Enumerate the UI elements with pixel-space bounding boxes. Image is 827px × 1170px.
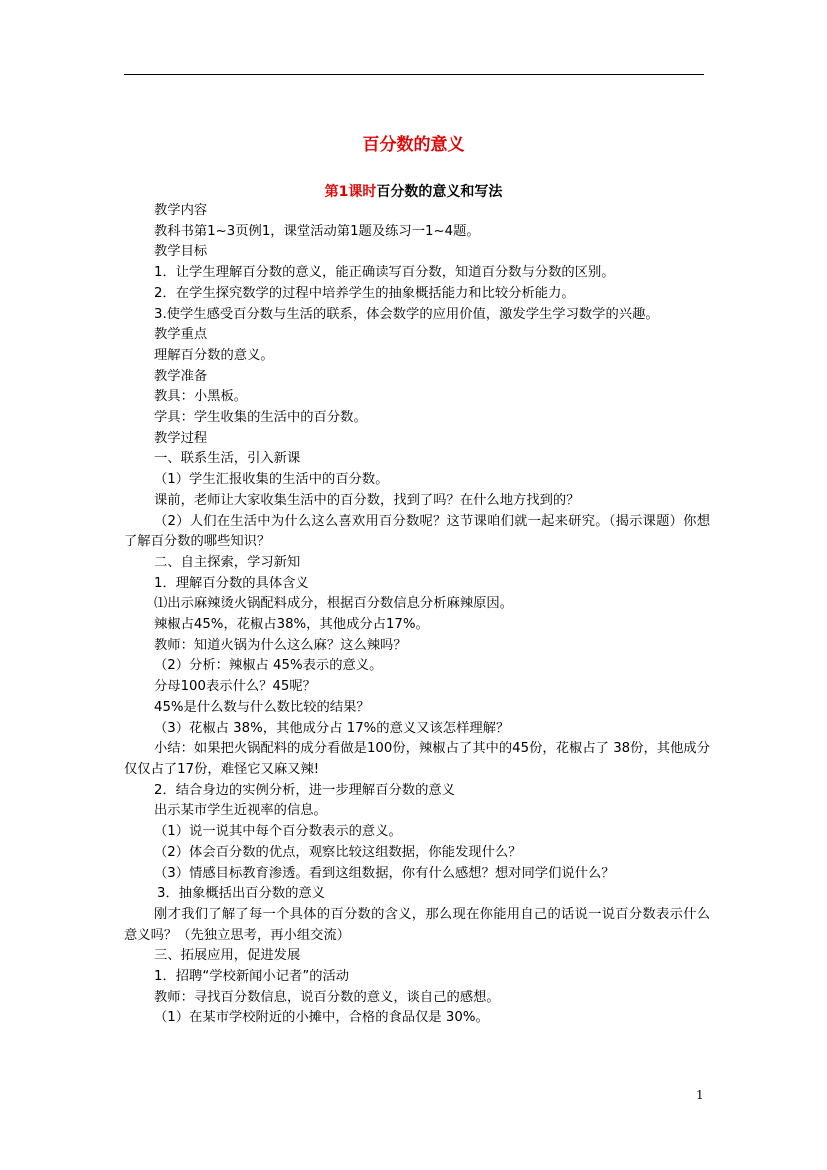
paragraph: 刚才我们了解了每一个具体的百分数的含义，那么现在你能用自己的话说一说百分数表示什么意义吗？（先独立思考，再小组交流） [124,906,710,943]
paragraph: （3）情感目标教育渗透。看到这组数据，你有什么感想？想对同学们说什么？ [154,865,615,881]
paragraph: 教学目标 [154,244,208,260]
document-body [124,201,710,1029]
paragraph: 教学重点 [154,327,208,343]
paragraph: 小结：如果把火锅配料的成分看做是100份，辣椒占了其中的45份，花椒占了 38份，其他成分仅仅占了17份，难怪它又麻又辣! [124,741,710,777]
paragraph: 学具：学生收集的生活中的百分数。 [154,410,367,426]
document-title: 百分数的意义 [362,135,465,155]
paragraph: 辣椒占45%，花椒占38%，其他成分占17%。 [154,617,429,633]
paragraph: 一、联系生活，引入新课 [154,451,301,467]
paragraph: 出示某市学生近视率的信息。 [154,803,327,819]
page-number: 1 [696,1088,704,1102]
paragraph: （2）人们在生活中为什么这么喜欢用百分数呢？这节课咱们就一起来研究。（揭示课题）你想了解百分数的哪些知识？ [124,513,710,550]
paragraph: 2．结合身边的实例分析，进一步理解百分数的意义 [154,782,455,798]
paragraph: 教师：寻找百分数信息，说百分数的意义，谈自己的感想。 [154,989,500,1005]
paragraph: 1．理解百分数的具体含义 [154,575,309,591]
lesson-title: 百分数的意义和写法 [376,184,503,200]
paragraph: 3.使学生感受百分数与生活的联系，体会数学的应用价值，激发学生学习数学的兴趣。 [154,306,659,322]
paragraph: 2．在学生探究数学的过程中培养学生的抽象概括能力和比较分析能力。 [154,285,575,301]
lesson-label: 第1课时 [324,184,377,200]
paragraph: 理解百分数的意义。 [154,347,274,363]
paragraph: 教学过程 [154,430,208,446]
paragraph: 分母100表示什么？45呢？ [154,679,316,695]
paragraph: 教学准备 [154,368,208,384]
paragraph: （1）说一说其中每个百分数表示的意义。 [154,824,402,840]
paragraph: （3）花椒占 38%，其他成分占 17%的意义又该怎样理解？ [154,720,510,736]
paragraph: （1）学生汇报收集的生活中的百分数。 [154,472,389,488]
paragraph: 教科书第1~3页例1，课堂活动第1题及练习一1~4题。 [154,223,480,239]
paragraph: 教学内容 [154,203,208,218]
paragraph: （1）在某市学校附近的小摊中，合格的食品仅是 30%。 [154,1010,489,1026]
paragraph: 3．抽象概括出百分数的意义 [157,886,326,902]
header-rule [124,74,704,75]
paragraph: 45%是什么数与什么数比较的结果？ [154,699,370,715]
paragraph: 教具：小黑板。 [154,389,248,405]
paragraph: （2）分析：辣椒占 45%表示的意义。 [154,658,383,674]
paragraph: （2）体会百分数的优点，观察比较这组数据，你能发现什么？ [154,844,522,860]
paragraph: 课前，老师让大家收集生活中的百分数，找到了吗？在什么地方找到的？ [154,492,580,508]
paragraph: ⑴出示麻辣烫火锅配料成分，根据百分数信息分析麻辣原因。 [154,596,514,612]
paragraph: 三、拓展应用，促进发展 [154,948,301,964]
paragraph: 教师：知道火锅为什么这么麻？这么辣吗？ [154,637,407,653]
paragraph: 二、自主探索，学习新知 [154,554,301,570]
paragraph: 1．招聘“学校新闻小记者”的活动 [154,969,350,985]
lesson-heading [0,181,827,201]
paragraph: 1．让学生理解百分数的意义，能正确读写百分数，知道百分数与分数的区别。 [154,265,615,281]
